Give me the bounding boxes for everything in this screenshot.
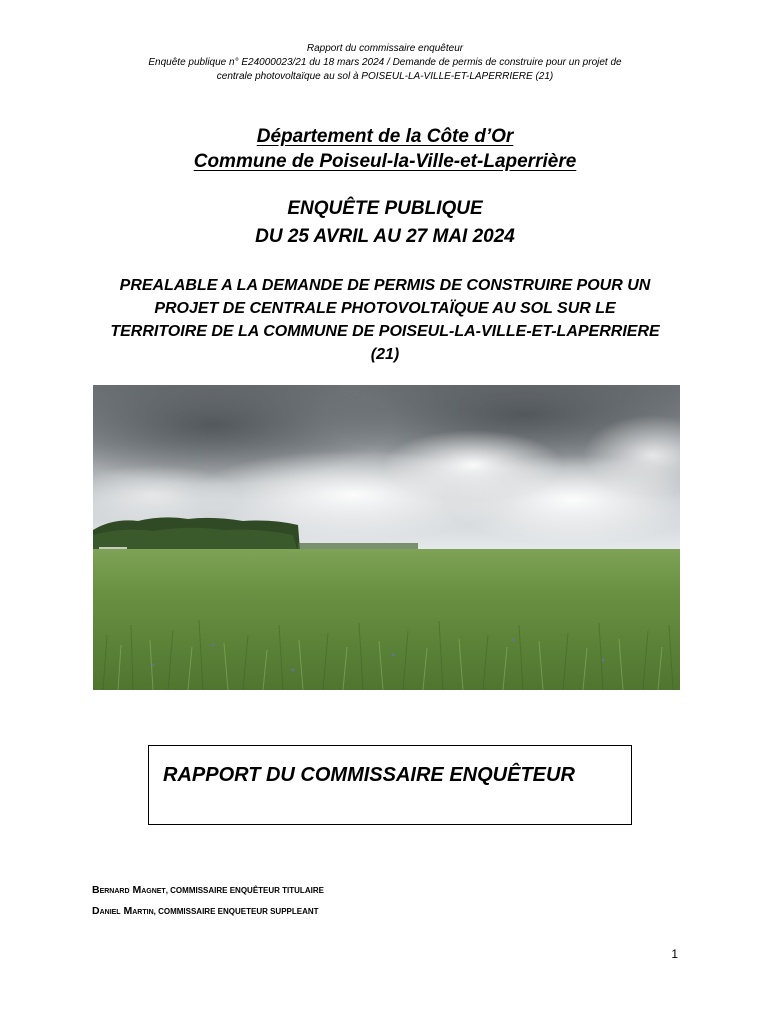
enquete-block: [0, 195, 770, 251]
enquete-dates: DU 25 AVRIL AU 27 MAI 2024: [255, 226, 515, 247]
signatory-line: [92, 901, 324, 922]
landscape-photo-illustration: [93, 385, 680, 690]
prealable-line: TERRITOIRE DE LA COMMUNE DE POISEUL-LA-VILLE-ET-LAPERRIERE: [110, 323, 660, 340]
department-title: Département de la Côte d’Or: [256, 126, 514, 147]
page-number: 1: [671, 947, 678, 961]
landscape-photo: [93, 385, 680, 690]
signatory-role: , COMMISSAIRE ENQUETEUR SUPPLEANT: [153, 907, 319, 916]
signatory-name: Bernard Magnet: [92, 884, 166, 896]
commune-title: Commune de Poiseul-la-Ville-et-Laperrière: [193, 151, 577, 172]
department-block: [0, 124, 770, 174]
prealable-block: [80, 274, 690, 366]
report-title: RAPPORT DU COMMISSAIRE ENQUÊTEUR: [163, 764, 575, 786]
signatories: [92, 880, 324, 922]
running-header: [60, 42, 710, 84]
enquete-title: ENQUÊTE PUBLIQUE: [287, 198, 483, 219]
running-header-line-1: Rapport du commissaire enquêteur: [306, 43, 464, 54]
prealable-line: PROJET DE CENTRALE PHOTOVOLTAÏQUE AU SOL SUR LE: [154, 300, 616, 317]
running-header-line-3: centrale photovoltaïque au sol à POISEUL-LA-VILLE-ET-LAPERRIERE (21): [216, 71, 554, 82]
running-header-line-2: Enquête publique n° E24000023/21 du 18 mars 2024 / Demande de permis de construire pour un projet de: [148, 57, 622, 68]
signatory-line: [92, 880, 324, 901]
signatory-name: Daniel Martin: [92, 905, 154, 917]
signatory-role: , COMMISSAIRE ENQUÊTEUR TITULAIRE: [165, 886, 324, 895]
prealable-line: (21): [370, 346, 400, 363]
prealable-line: PREALABLE A LA DEMANDE DE PERMIS DE CONSTRUIRE POUR UN: [119, 277, 651, 294]
report-title-box: [148, 745, 632, 825]
